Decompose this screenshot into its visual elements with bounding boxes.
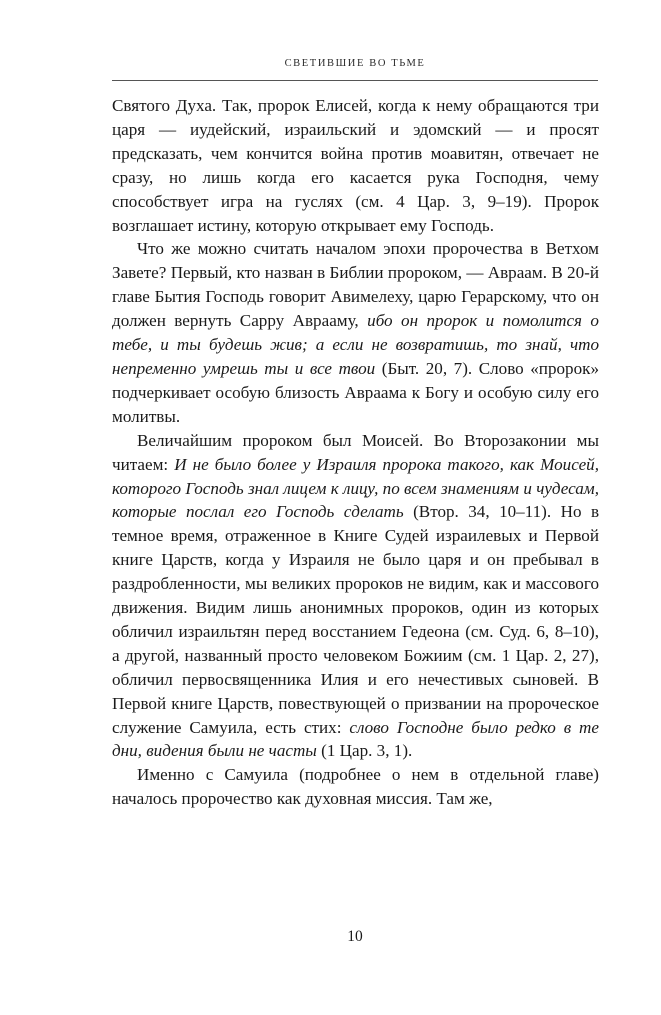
page-number: 10: [347, 928, 363, 945]
paragraph-4: [112, 763, 599, 811]
paragraph-3-text-a: Величайшим пророком был Моисей. Во Второзаконии мы читаем:: [112, 430, 599, 474]
paragraph-3: [112, 429, 599, 764]
paragraph-3-text-b: (Втор. 34, 10–11). Но в темное время, отраженное в Книге Судей израилевых и Первой книге Царств, когда у Израиля не было царя и он пребывал в раздробленности, мы великих пророков не видим, как и массового движения. Видим лишь анонимных пророков, один из которых обличил израильтян перед восстанием Гедеона (см. Суд. 6, 8–10), а другой, названный просто человеком Божиим (см. 1 Цар. 2, 27), обличил первосвященника Илия и его нечестивых сыновей. В Первой книге Царств, повествующей о призвании на пророческое служение Самуила, есть стих:: [112, 502, 600, 737]
paragraph-2: [112, 237, 599, 428]
paragraph-1-text: Святого Духа. Так, пророк Елисей, когда к нему обращаются три царя — иудейский, израильский и эдомский — и просят предсказать, чем кончится война против моавитян, отвечает не сразу, но лишь когда его касается рука Господня, чему способствует игра на гуслях (см. 4 Цар. 3, 9–19). Пророк возглашает истину, которую открывает ему Господь.: [112, 96, 599, 235]
header-rule: [112, 80, 598, 81]
body-text-block: [112, 94, 599, 811]
paragraph-4-text: Именно с Самуила (подробнее о нем в отдельной главе) началось пророчество как духовная миссия. Там же,: [112, 765, 599, 809]
paragraph-1: [112, 94, 599, 237]
paragraph-3-scripture-quote-2: слово Господне было редко в те дни, видения были не часты: [112, 717, 599, 761]
paragraph-3-scripture-quote-1: И не было более у Израиля пророка такого, как Моисей, которого Господь знал лицем к лицу, по всем знамениям и чудесам, которые послал его Господь сделать: [112, 454, 599, 522]
paragraph-2-text-b: (Быт. 20, 7). Слово «пророк» подчеркивает особую близость Авраама к Богу и особую силу его молитвы.: [112, 358, 599, 426]
paragraph-2-scripture-quote: ибо он пророк и помолится о тебе, и ты будешь жив; а если не возвратишь, то знай, что непременно умрешь ты и все твои: [112, 311, 599, 378]
paragraph-3-text-c: (1 Цар. 3, 1).: [316, 741, 413, 761]
running-head: СВЕТИВШИЕ ВО ТЬМЕ: [284, 58, 426, 69]
paragraph-2-text-a: Что же можно считать началом эпохи пророчества в Ветхом Завете? Первый, кто назван в Библии пророком, — Авраам. В 20-й главе Бытия Господь говорит Авимелеху, царю Герарскому, что он должен вернуть Сарру Аврааму,: [112, 239, 599, 331]
